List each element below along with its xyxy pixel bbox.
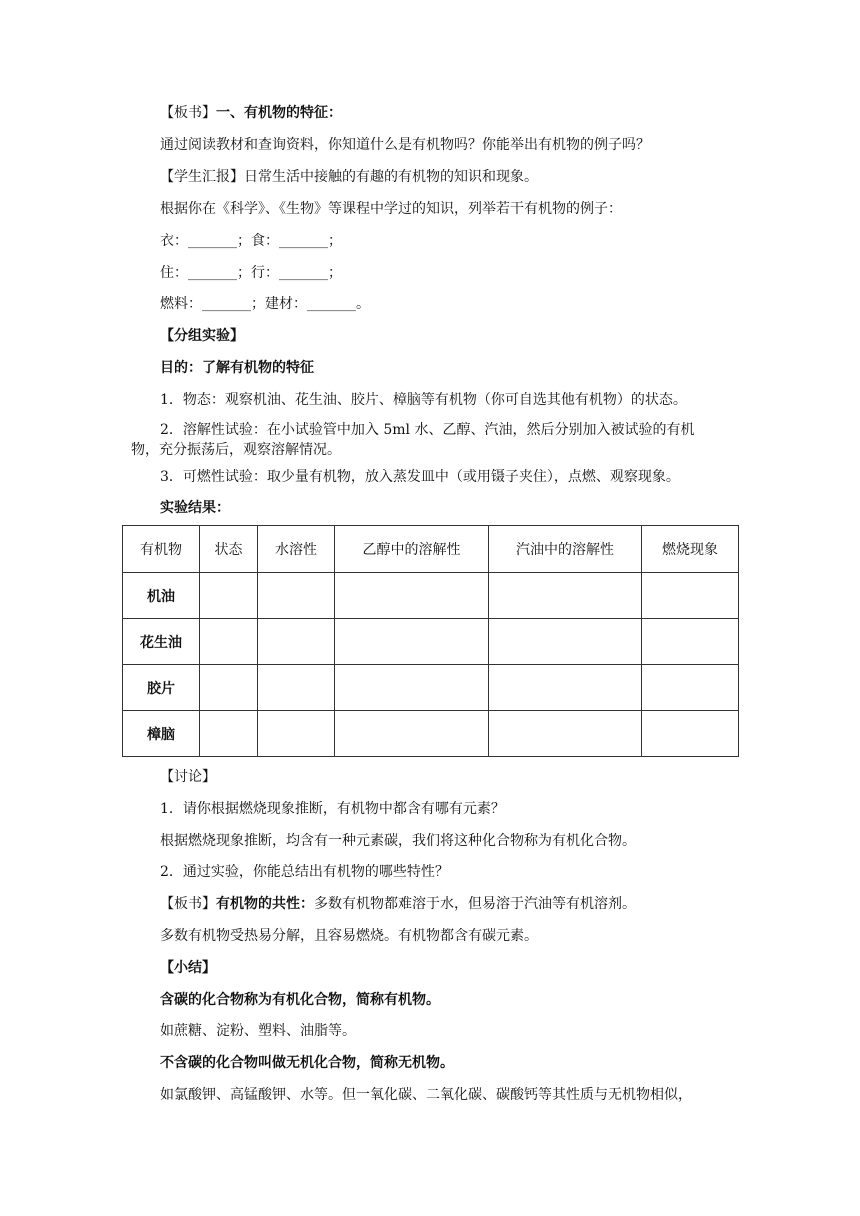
summary-heading: 【小结】	[160, 960, 216, 976]
board-note-2	[160, 894, 636, 914]
table-cell	[489, 665, 642, 711]
definition-inorganic: 不含碳的化合物叫做无机化合物，简称无机物。	[160, 1055, 454, 1071]
table-row	[123, 665, 739, 711]
table-cell	[258, 665, 335, 711]
table-cell	[642, 665, 739, 711]
report-text: 日常生活中接触的有趣的有机物的知识和现象。	[244, 169, 538, 185]
note-text: 多数有机物都难溶于水，但易溶于汽油等有机溶剂。	[314, 896, 636, 912]
table-header-cell: 水溶性	[258, 526, 335, 573]
experiment-purpose: 目的：了解有机物的特征	[160, 360, 314, 376]
board-note-1	[160, 103, 342, 123]
table-row	[123, 573, 739, 619]
examples-inorganic: 如氯酸钾、高锰酸钾、水等。但一氧化碳、二氧化碳、碳酸钙等其性质与无机物相似，	[160, 1087, 692, 1103]
table-cell	[335, 573, 489, 619]
table-cell	[642, 711, 739, 757]
table-cell	[335, 619, 489, 665]
table-cell	[489, 619, 642, 665]
table-cell	[258, 711, 335, 757]
table-header-cell: 燃烧现象	[642, 526, 739, 573]
table-header-cell: 有机物	[123, 526, 200, 573]
table-cell	[200, 573, 258, 619]
bracket-label: 【板书】	[160, 105, 216, 121]
bold-term: 有机物的共性：	[216, 896, 314, 912]
paragraph: 多数有机物受热易分解，且容易燃烧。有机物都含有碳元素。	[160, 928, 538, 944]
table-row	[123, 711, 739, 757]
experiment-step: 1．物态：观察机油、花生油、胶片、樟脑等有机物（你可自选其他有机物）的状态。	[160, 392, 687, 408]
table-header-cell: 状态	[200, 526, 258, 573]
table-cell	[258, 619, 335, 665]
section-heading: 一、有机物的特征：	[216, 105, 342, 121]
paragraph: 根据你在《科学》、《生物》等课程中学过的知识，列举若干有机物的例子：	[160, 201, 622, 217]
examples-organic: 如蔗糖、淀粉、塑料、油脂等。	[160, 1023, 356, 1039]
table-cell	[489, 573, 642, 619]
row-label: 机油	[123, 573, 200, 619]
table-cell	[200, 665, 258, 711]
bracket-label: 【学生汇报】	[160, 169, 244, 185]
group-experiment-heading: 【分组实验】	[160, 328, 244, 344]
table-header-cell: 乙醇中的溶解性	[335, 526, 489, 573]
experiment-step: 3．可燃性试验：取少量有机物，放入蒸发皿中（或用镊子夹住），点燃、观察现象。	[160, 469, 680, 485]
table-cell	[258, 573, 335, 619]
fill-blank-line: 衣：_______；食：_______；	[160, 233, 342, 249]
results-table	[122, 525, 739, 757]
experiment-step: 2．溶解性试验：在小试验管中加入 5ml 水、乙醇、汽油，然后分别加入被试验的有机	[160, 422, 695, 438]
table-cell	[200, 619, 258, 665]
paragraph: 根据燃烧现象推断，均含有一种元素碳，我们将这种化合物称为有机化合物。	[160, 833, 636, 849]
table-header-cell: 汽油中的溶解性	[489, 526, 642, 573]
table-cell	[335, 665, 489, 711]
discussion-heading: 【讨论】	[160, 769, 216, 785]
discussion-question: 1．请你根据燃烧现象推断，有机物中都含有哪有元素？	[160, 801, 505, 817]
row-label: 胶片	[123, 665, 200, 711]
row-label: 花生油	[123, 619, 200, 665]
table-cell	[489, 711, 642, 757]
row-label: 樟脑	[123, 711, 200, 757]
experiment-step-continued: 物，充分振荡后，观察溶解情况。	[131, 442, 341, 458]
fill-blank-line: 燃料：_______；建材：_______。	[160, 296, 370, 312]
paragraph: 通过阅读教材和查询资料，你知道什么是有机物吗？你能举出有机物的例子吗？	[160, 137, 650, 153]
table-header-row	[123, 526, 739, 573]
discussion-question: 2．通过实验，你能总结出有机物的哪些特性？	[160, 864, 449, 880]
fill-blank-line: 住：_______；行：_______；	[160, 265, 342, 281]
table-cell	[335, 711, 489, 757]
definition-organic: 含碳的化合物称为有机化合物，简称有机物。	[160, 992, 440, 1008]
results-label: 实验结果：	[160, 500, 230, 516]
table-cell	[642, 619, 739, 665]
table-row	[123, 619, 739, 665]
bracket-label: 【板书】	[160, 896, 216, 912]
table-cell	[200, 711, 258, 757]
student-report	[160, 167, 538, 187]
table-cell	[642, 573, 739, 619]
